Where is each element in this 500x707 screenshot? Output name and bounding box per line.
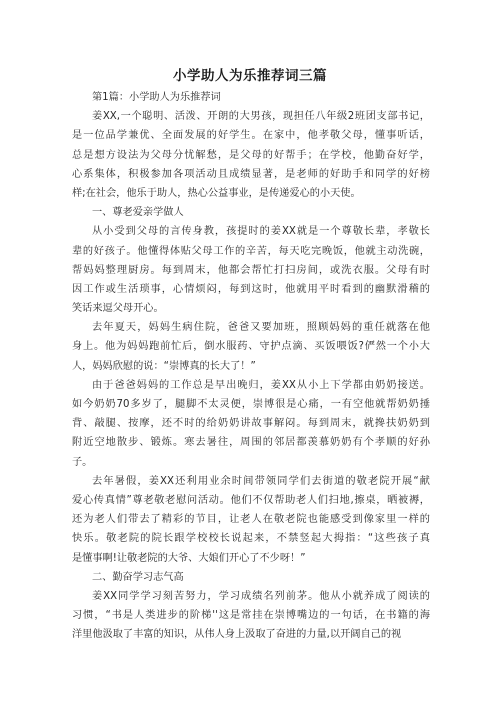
text-line: 还为老人们带去了精彩的节目，让老人在敬老院也能感受到像家里一样的 xyxy=(72,514,430,526)
text-line: 由于爸爸妈妈的工作总是早出晚归，姜XX从小上下学都由奶奶接送。 xyxy=(92,379,430,391)
body-paragraph xyxy=(72,472,430,568)
text-line: 背、敲腿、按摩，还不时的给奶奶讲故事解闷。每到周末，就搀扶奶奶到 xyxy=(72,418,430,430)
text-line: 是一位品学兼优、全面发展的好学生。在家中，他孝敬父母，懂事听话， xyxy=(72,130,430,142)
text-line: 辈的好孩子。他懂得体贴父母工作的辛苦，每天吃完晚饭，他就主动洗碗， xyxy=(72,245,430,257)
text-line: 去年暑假，姜XX还利用业余时间带领同学们去街道的敬老院开展“献 xyxy=(92,475,430,487)
text-line: 子。 xyxy=(72,456,93,468)
text-line: 如今奶奶70多岁了，腿脚不太灵便，崇博很是心痛，一有空他就帮奶奶捶 xyxy=(72,399,430,410)
document-title: 小学助人为乐推荐词三篇 xyxy=(173,68,327,84)
text-line: 身上。他为妈妈跑前忙后，倒水服药、守护点滴、买饭喂饭?俨然一个小大 xyxy=(72,341,430,353)
text-line: 附近空地散步、锻炼。寒去暑往，周围的邻居都羡慕奶奶有个孝顺的好孙 xyxy=(72,437,430,449)
text-line: 因工作或生活琐事，心情烦闷，每到这时，他就用平时看到的幽默滑稽的 xyxy=(72,283,430,295)
text-line: 去年夏天，妈妈生病住院，爸爸又要加班，照顾妈妈的重任就落在他 xyxy=(92,322,430,334)
text-line: 快乐。敬老院的院长跟学校校长说起来，不禁竖起大拇指：“这些孩子真 xyxy=(72,533,430,545)
text-line: 心系集体，积极参加各项活动且成绩显著，是老师的好助手和同学的好榜 xyxy=(72,168,430,180)
body-paragraph xyxy=(72,222,430,318)
section-heading xyxy=(72,88,430,107)
text-line: 习惯，“书是人类进步的阶梯''这是常挂在崇博嘴边的一句话，在书籍的海 xyxy=(72,610,430,622)
text-line: 爱心传真情”尊老敬老慰问活动。他们不仅帮助老人们扫地,擦桌，晒被褥， xyxy=(72,494,430,506)
text-line: 人，妈妈欣慰的说：“崇博真的长大了！” xyxy=(72,360,256,372)
text-line: 样;在社会，他乐于助人，热心公益事业，是传递爱心的小天使。 xyxy=(72,187,361,199)
body-paragraph xyxy=(72,107,430,203)
text-line: 笑话来逗父母开心。 xyxy=(72,303,164,315)
text-line: 一、尊老爱亲学做人 xyxy=(92,207,184,219)
section-heading xyxy=(72,568,430,587)
text-line: 姜XX同学学习刻苦努力，学习成绩名列前茅。他从小就养成了阅读的 xyxy=(92,590,430,602)
text-line: 二、勤奋学习志气高 xyxy=(92,571,184,583)
section-heading xyxy=(72,203,430,222)
text-line: 从小受到父母的言传身教，孩提时的姜XX就是一个尊敬长辈，孝敬长 xyxy=(92,226,430,238)
text-line: 姜XX,一个聪明、活泼、开朗的大男孩，现担任八年级2班团支部书记， xyxy=(92,111,430,123)
body-paragraph xyxy=(72,376,430,472)
text-line: 总是想方设法为父母分忧解愁，是父母的好帮手；在学校，他勤奋好学， xyxy=(72,149,430,161)
text-line: 洋里他汲取了丰富的知识，从伟人身上汲取了奋进的力量,以开阔自己的视 xyxy=(72,629,402,641)
document-body xyxy=(72,88,430,644)
text-line: 帮妈妈整理厨房。每到周末，他都会帮忙打扫房间，或洗衣服。父母有时 xyxy=(72,264,430,276)
text-line: 是懂事啊!让敬老院的大爷、大娘们开心了不少呀！” xyxy=(72,552,306,564)
body-paragraph xyxy=(72,587,430,645)
text-line: 第1篇：小学助人为乐推荐词 xyxy=(92,92,221,103)
body-paragraph xyxy=(72,318,430,376)
